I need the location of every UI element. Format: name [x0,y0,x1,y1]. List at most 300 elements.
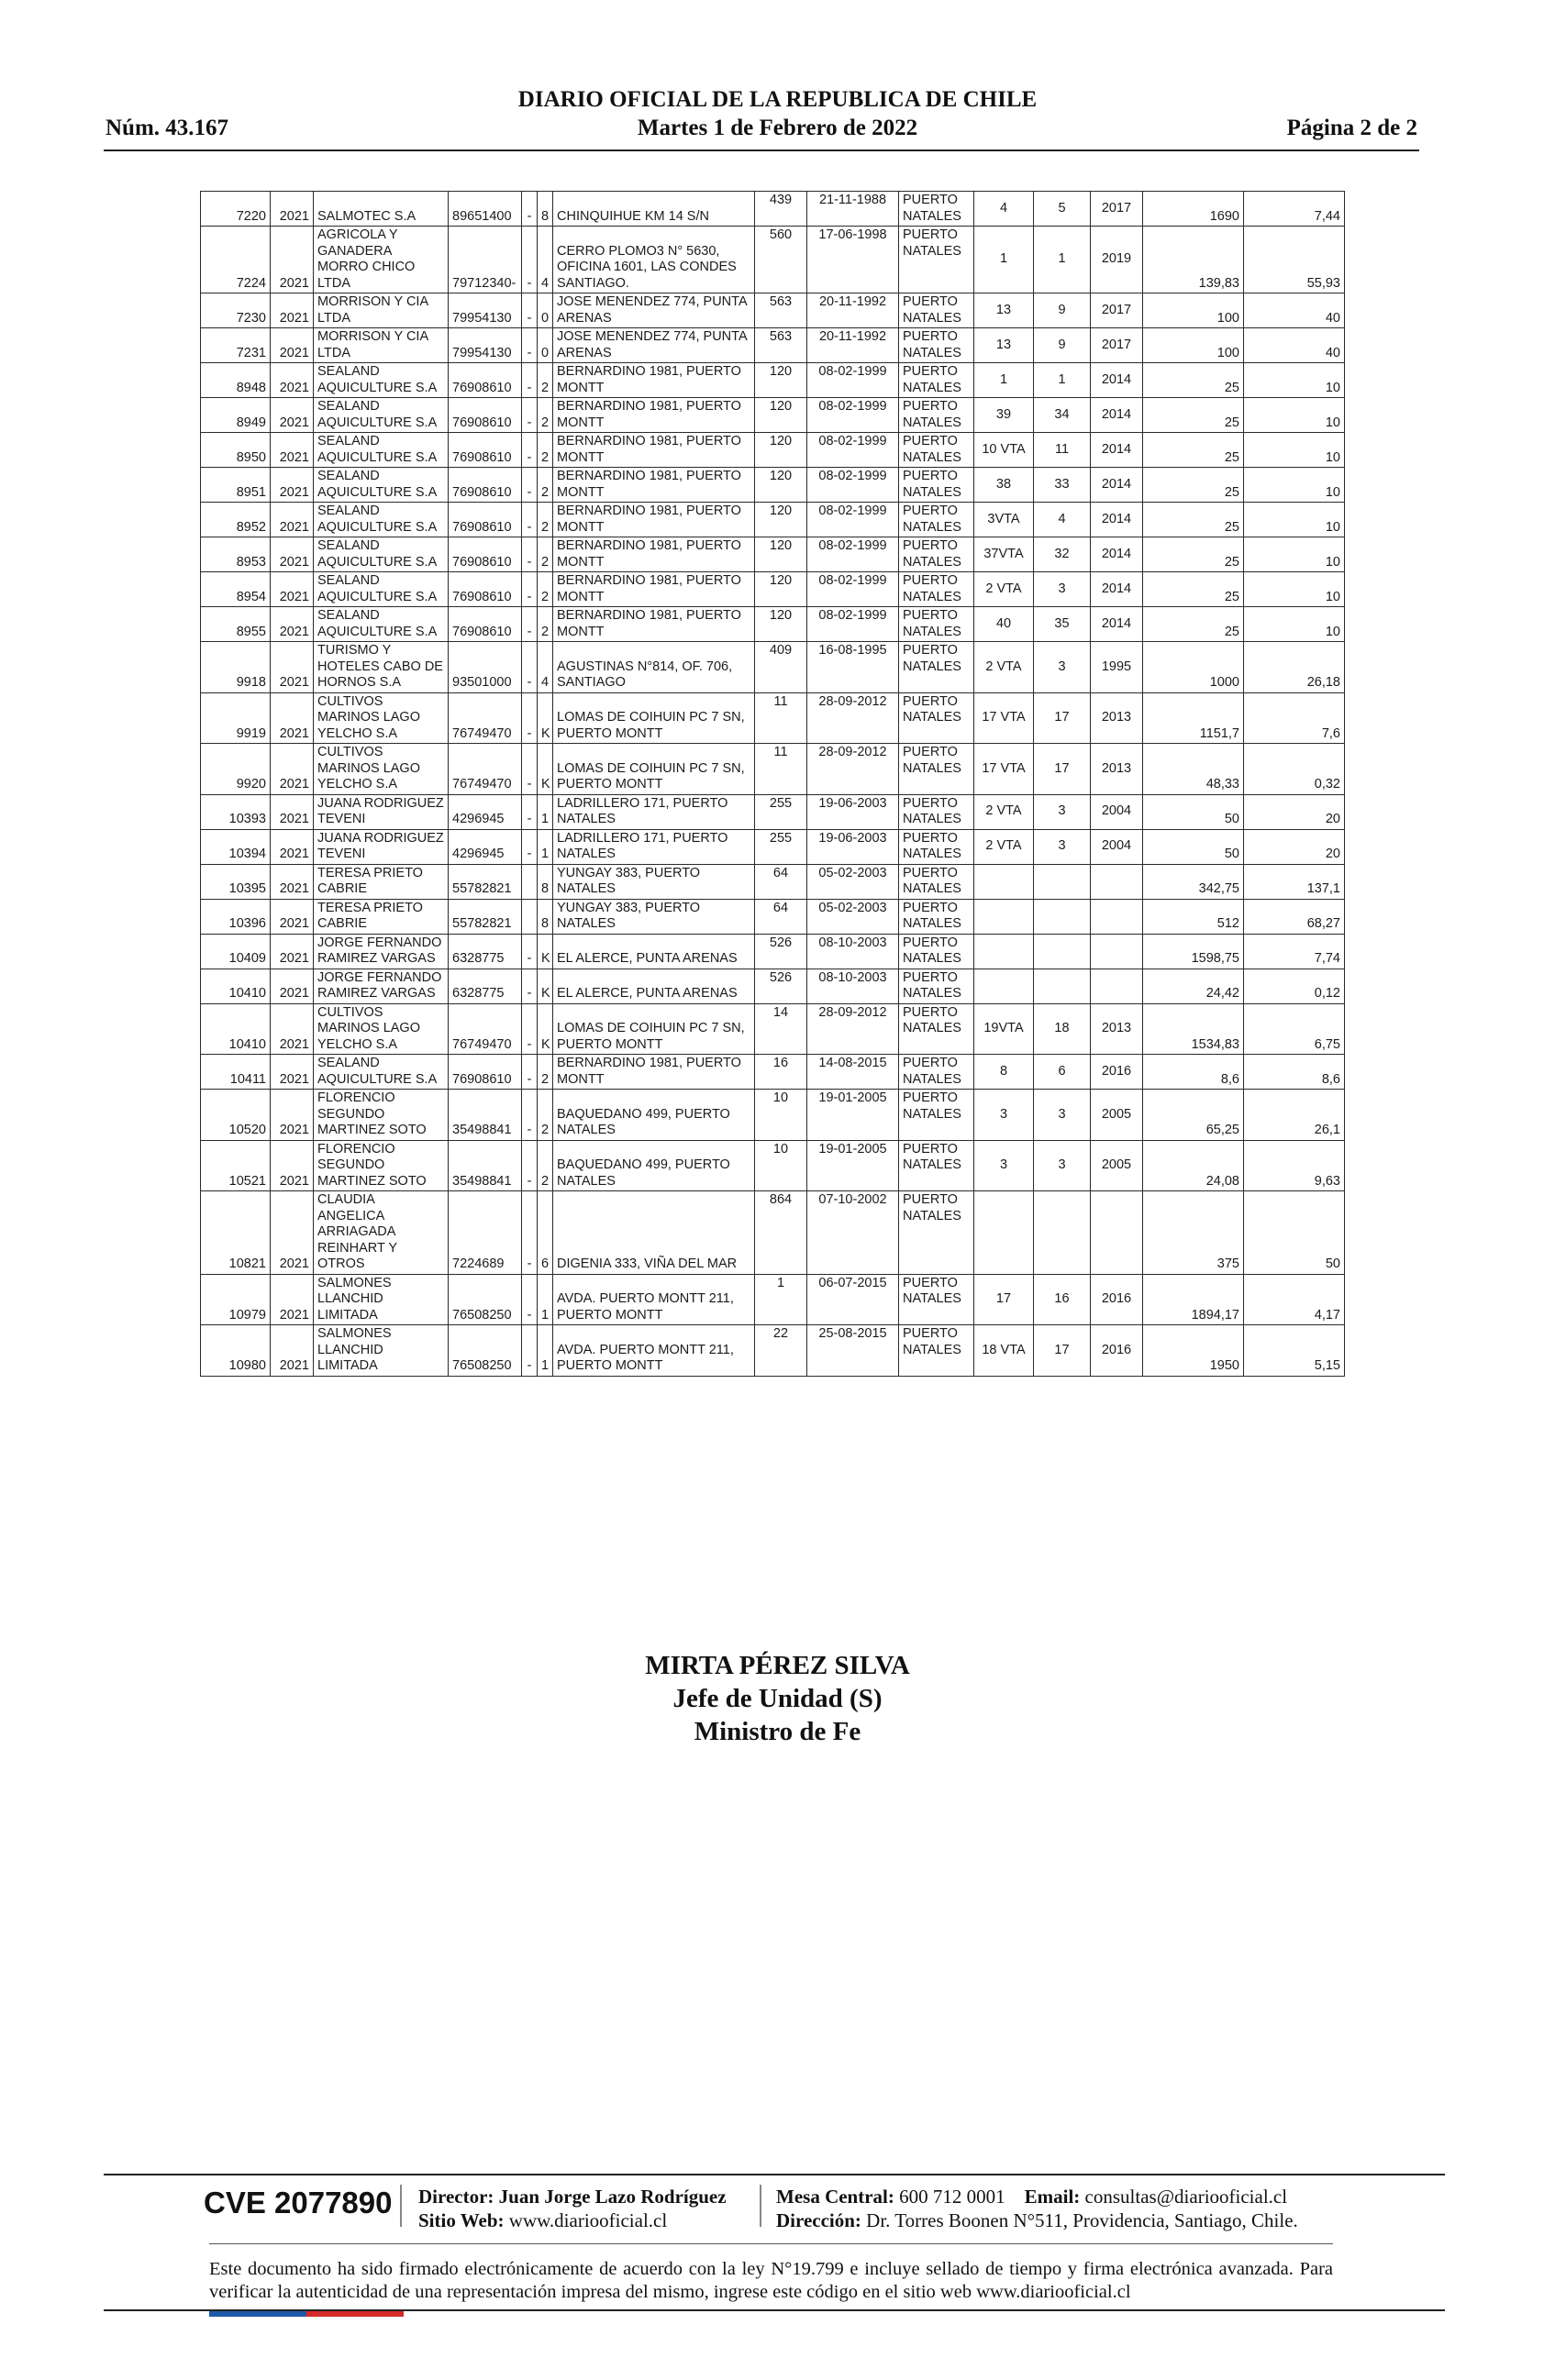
cell-prov: PUERTO NATALES [899,934,974,969]
cell-dv: 8 [538,899,553,934]
cell-date: 08-02-1999 [807,607,899,642]
cell-v2: 55,93 [1244,227,1345,293]
cell-date: 08-02-1999 [807,503,899,537]
cve-code: CVE 2077890 [204,2186,393,2219]
cell-address: EL ALERCE, PUNTA ARENAS [553,969,755,1003]
cell-a [974,934,1034,969]
cell-res: 64 [755,864,807,899]
cell-res: 563 [755,328,807,363]
cell-b: 3 [1034,642,1091,693]
table-row [201,1140,1345,1191]
cell-year: 2021 [271,572,314,607]
cell-address: LADRILLERO 171, PUERTO NATALES [553,794,755,829]
cell-v2: 26,1 [1244,1090,1345,1141]
cell-name: TERESA PRIETO CABRIE [314,899,449,934]
cell-dv: K [538,692,553,744]
cell-name: JUANA RODRIGUEZ TEVENI [314,794,449,829]
cell-year: 2021 [271,607,314,642]
cell-id: 10394 [201,829,271,864]
table-row [201,969,1345,1003]
cell-dash: - [522,227,538,293]
cell-prov: PUERTO NATALES [899,607,974,642]
cell-dv: 4 [538,227,553,293]
cell-id: 8950 [201,433,271,468]
registry-table [200,191,1345,1377]
cell-y: 2013 [1091,1003,1143,1055]
cell-res: 560 [755,227,807,293]
cell-v2: 10 [1244,572,1345,607]
cell-address: BERNARDINO 1981, PUERTO MONTT [553,537,755,572]
table-row [201,1191,1345,1275]
cell-address: CHINQUIHUE KM 14 S/N [553,192,755,227]
cell-b: 6 [1034,1055,1091,1090]
table-row [201,607,1345,642]
table-row [201,363,1345,398]
cell-prov: PUERTO NATALES [899,794,974,829]
cell-y: 1995 [1091,642,1143,693]
cell-y: 2014 [1091,607,1143,642]
cell-year: 2021 [271,503,314,537]
director-name: Juan Jorge Lazo Rodríguez [498,2186,727,2208]
signatory-role: Jefe de Unidad (S) [672,1684,883,1713]
cell-res: 120 [755,398,807,433]
cell-b: 9 [1034,328,1091,363]
mesa-phone: 600 712 0001 [899,2186,1005,2208]
cell-rut: 7224689 [449,1191,522,1275]
cell-v1: 24,42 [1143,969,1244,1003]
footer-mid-divider [209,2243,1333,2244]
cell-prov: PUERTO NATALES [899,293,974,328]
cell-prov: PUERTO NATALES [899,969,974,1003]
cell-name: SALMONES LLANCHID LIMITADA [314,1274,449,1325]
cell-name: SALMONES LLANCHID LIMITADA [314,1325,449,1377]
cell-b: 16 [1034,1274,1091,1325]
cell-prov: PUERTO NATALES [899,1003,974,1055]
cell-v1: 139,83 [1143,227,1244,293]
cell-dv: 0 [538,293,553,328]
cell-prov: PUERTO NATALES [899,1191,974,1275]
cell-v1: 25 [1143,572,1244,607]
cell-v2: 10 [1244,363,1345,398]
cell-name: SEALAND AQUICULTURE S.A [314,537,449,572]
table-row [201,744,1345,795]
cell-dv: 2 [538,1090,553,1141]
cell-year: 2021 [271,744,314,795]
cell-dash: - [522,1140,538,1191]
cell-prov: PUERTO NATALES [899,503,974,537]
cell-dash: - [522,1055,538,1090]
cell-date: 08-02-1999 [807,433,899,468]
table-row [201,227,1345,293]
cell-year: 2021 [271,1274,314,1325]
table-row [201,794,1345,829]
cell-date: 07-10-2002 [807,1191,899,1275]
cell-y: 2014 [1091,537,1143,572]
page-indicator: Página 2 de 2 [1286,116,1417,140]
signatory-office: Ministro de Fe [694,1717,861,1746]
cell-v2: 0,12 [1244,969,1345,1003]
cell-address: BAQUEDANO 499, PUERTO NATALES [553,1140,755,1191]
cell-year: 2021 [271,829,314,864]
cell-a [974,1191,1034,1275]
cell-id: 10411 [201,1055,271,1090]
cell-date: 06-07-2015 [807,1274,899,1325]
cell-dash: - [522,433,538,468]
cell-address: JOSE MENENDEZ 774, PUNTA ARENAS [553,293,755,328]
cell-dv: 2 [538,537,553,572]
address-label: Dirección: [776,2209,861,2231]
cell-rut: 76749470 [449,692,522,744]
cell-date: 25-08-2015 [807,1325,899,1377]
cell-dash: - [522,1191,538,1275]
footer-separator [400,2185,402,2227]
cell-date: 20-11-1992 [807,293,899,328]
cell-v2: 0,32 [1244,744,1345,795]
cell-dv: 2 [538,503,553,537]
flag-stripe-red [306,2311,404,2317]
cell-v2: 7,6 [1244,692,1345,744]
cell-dv: 2 [538,363,553,398]
cell-a: 38 [974,468,1034,503]
cell-prov: PUERTO NATALES [899,899,974,934]
cell-dv: 1 [538,1325,553,1377]
cell-rut: 4296945 [449,794,522,829]
table-row [201,293,1345,328]
cell-v2: 10 [1244,433,1345,468]
cell-b: 17 [1034,1325,1091,1377]
table-row [201,328,1345,363]
cell-rut: 4296945 [449,829,522,864]
cell-dash: - [522,744,538,795]
cell-rut: 93501000 [449,642,522,693]
cell-name: AGRICOLA Y GANADERA MORRO CHICO LTDA [314,227,449,293]
cell-rut: 79712340- [449,227,522,293]
cell-year: 2021 [271,899,314,934]
cell-rut: 76908610 [449,363,522,398]
flag-stripe-blue [209,2311,306,2317]
cell-res: 120 [755,363,807,398]
cell-date: 19-01-2005 [807,1090,899,1141]
cell-address: CERRO PLOMO3 N° 5630, OFICINA 1601, LAS CONDES SANTIAGO. [553,227,755,293]
cell-prov: PUERTO NATALES [899,192,974,227]
signatory-name: MIRTA PÉREZ SILVA [645,1651,910,1680]
cell-res: 22 [755,1325,807,1377]
cell-id: 7224 [201,227,271,293]
cell-id: 10409 [201,934,271,969]
cell-b: 3 [1034,794,1091,829]
cell-y: 2014 [1091,572,1143,607]
table-row [201,1325,1345,1377]
cell-dv: 1 [538,1274,553,1325]
cell-year: 2021 [271,794,314,829]
email-address[interactable]: consultas@diariooficial.cl [1084,2186,1288,2208]
cell-prov: PUERTO NATALES [899,864,974,899]
cell-prov: PUERTO NATALES [899,537,974,572]
cell-dash: - [522,934,538,969]
cell-y [1091,899,1143,934]
cell-res: 120 [755,572,807,607]
table-row [201,1003,1345,1055]
cell-dv: 8 [538,864,553,899]
cell-a [974,864,1034,899]
cell-year: 2021 [271,1003,314,1055]
cell-v1: 65,25 [1143,1090,1244,1141]
cell-id: 8953 [201,537,271,572]
cell-date: 05-02-2003 [807,864,899,899]
cell-y: 2004 [1091,829,1143,864]
cell-prov: PUERTO NATALES [899,363,974,398]
cell-a: 2 VTA [974,572,1034,607]
cell-id: 8952 [201,503,271,537]
cell-dash: - [522,572,538,607]
cell-rut: 35498841 [449,1140,522,1191]
cell-year: 2021 [271,328,314,363]
cell-year: 2021 [271,468,314,503]
cell-year: 2021 [271,192,314,227]
cell-address: EL ALERCE, PUNTA ARENAS [553,934,755,969]
cell-year: 2021 [271,969,314,1003]
cell-name: MORRISON Y CIA LTDA [314,293,449,328]
cell-dash: - [522,1003,538,1055]
cell-a: 13 [974,293,1034,328]
cell-v1: 1534,83 [1143,1003,1244,1055]
cell-prov: PUERTO NATALES [899,692,974,744]
cell-rut: 76749470 [449,744,522,795]
cell-v2: 6,75 [1244,1003,1345,1055]
cell-dv: 2 [538,607,553,642]
cell-address: AGUSTINAS N°814, OF. 706, SANTIAGO [553,642,755,693]
cell-dash [522,864,538,899]
cell-name: MORRISON Y CIA LTDA [314,328,449,363]
cell-v2: 40 [1244,293,1345,328]
cell-res: 526 [755,934,807,969]
cell-b: 9 [1034,293,1091,328]
cell-y: 2016 [1091,1325,1143,1377]
cell-address: LOMAS DE COIHUIN PC 7 SN, PUERTO MONTT [553,744,755,795]
cell-dash: - [522,794,538,829]
cell-v1: 25 [1143,433,1244,468]
cell-year: 2021 [271,433,314,468]
table-row [201,398,1345,433]
cell-v1: 25 [1143,503,1244,537]
cell-date: 14-08-2015 [807,1055,899,1090]
cell-res: 16 [755,1055,807,1090]
cell-id: 10979 [201,1274,271,1325]
footer-separator [760,2185,761,2227]
cell-v2: 68,27 [1244,899,1345,934]
cell-address: YUNGAY 383, PUERTO NATALES [553,864,755,899]
cell-name: SEALAND AQUICULTURE S.A [314,607,449,642]
cell-v2: 10 [1244,503,1345,537]
cell-dash: - [522,642,538,693]
cell-v2: 20 [1244,829,1345,864]
cell-dv: 8 [538,192,553,227]
cell-rut: 76908610 [449,468,522,503]
cell-res: 120 [755,468,807,503]
cell-a: 3 [974,1090,1034,1141]
cell-v1: 1894,17 [1143,1274,1244,1325]
cell-v2: 8,6 [1244,1055,1345,1090]
cell-a: 1 [974,227,1034,293]
cell-rut: 6328775 [449,969,522,1003]
cell-date: 05-02-2003 [807,899,899,934]
cell-a [974,899,1034,934]
cell-address: BAQUEDANO 499, PUERTO NATALES [553,1090,755,1141]
table-row [201,692,1345,744]
cell-res: 409 [755,642,807,693]
cell-date: 28-09-2012 [807,744,899,795]
cell-id: 10396 [201,899,271,934]
cell-v2: 7,44 [1244,192,1345,227]
cell-id: 10821 [201,1191,271,1275]
cell-y: 2013 [1091,744,1143,795]
table-row [201,433,1345,468]
cell-y: 2014 [1091,398,1143,433]
cell-y: 2014 [1091,503,1143,537]
cell-date: 17-06-1998 [807,227,899,293]
web-url[interactable]: www.diariooficial.cl [508,2209,668,2231]
cell-address: BERNARDINO 1981, PUERTO MONTT [553,572,755,607]
cell-name: CLAUDIA ANGELICA ARRIAGADA REINHART Y OTROS [314,1191,449,1275]
cell-b [1034,864,1091,899]
cell-v2: 40 [1244,328,1345,363]
cell-y: 2005 [1091,1140,1143,1191]
cell-address: BERNARDINO 1981, PUERTO MONTT [553,433,755,468]
cell-rut: 76908610 [449,433,522,468]
cell-year: 2021 [271,1325,314,1377]
cell-rut: 89651400 [449,192,522,227]
cell-b: 34 [1034,398,1091,433]
cell-address: LADRILLERO 171, PUERTO NATALES [553,829,755,864]
cell-a: 19VTA [974,1003,1034,1055]
cell-b: 18 [1034,1003,1091,1055]
cell-rut: 76908610 [449,398,522,433]
cell-prov: PUERTO NATALES [899,572,974,607]
cell-y: 2017 [1091,192,1143,227]
cell-dv: 1 [538,829,553,864]
cell-id: 7231 [201,328,271,363]
cell-dash: - [522,1090,538,1141]
footer-contact-block [776,2185,1298,2232]
cell-v1: 48,33 [1143,744,1244,795]
cell-name: TERESA PRIETO CABRIE [314,864,449,899]
cell-v1: 1950 [1143,1325,1244,1377]
cell-res: 120 [755,503,807,537]
cell-date: 16-08-1995 [807,642,899,693]
email-label: Email: [1024,2186,1081,2208]
cell-rut: 76908610 [449,1055,522,1090]
cell-y: 2017 [1091,293,1143,328]
cell-v2: 10 [1244,398,1345,433]
cell-prov: PUERTO NATALES [899,398,974,433]
cell-year: 2021 [271,363,314,398]
registry-rows [201,192,1345,1377]
cell-res: 120 [755,607,807,642]
cell-id: 8954 [201,572,271,607]
cell-address: JOSE MENENDEZ 774, PUNTA ARENAS [553,328,755,363]
cell-date: 28-09-2012 [807,1003,899,1055]
cell-a: 13 [974,328,1034,363]
cell-dv: 6 [538,1191,553,1275]
table-row [201,468,1345,503]
cell-a: 2 VTA [974,829,1034,864]
cell-dash: - [522,398,538,433]
cell-res: 864 [755,1191,807,1275]
cell-dash: - [522,537,538,572]
issue-number: Núm. 43.167 [106,116,229,140]
cell-prov: PUERTO NATALES [899,1090,974,1141]
cell-dash [522,899,538,934]
cell-y: 2019 [1091,227,1143,293]
cell-name: SEALAND AQUICULTURE S.A [314,1055,449,1090]
header-divider [104,149,1419,151]
cell-y: 2014 [1091,363,1143,398]
table-row [201,864,1345,899]
cell-date: 21-11-1988 [807,192,899,227]
cell-v2: 4,17 [1244,1274,1345,1325]
cell-a: 10 VTA [974,433,1034,468]
cell-year: 2021 [271,1090,314,1141]
cell-v1: 50 [1143,794,1244,829]
mesa-label: Mesa Central: [776,2186,894,2208]
cell-name: SALMOTEC S.A [314,192,449,227]
cell-prov: PUERTO NATALES [899,433,974,468]
cell-dv: K [538,969,553,1003]
cell-v2: 5,15 [1244,1325,1345,1377]
cell-dash: - [522,1274,538,1325]
cell-v1: 375 [1143,1191,1244,1275]
cell-address: AVDA. PUERTO MONTT 211, PUERTO MONTT [553,1274,755,1325]
cell-dv: 1 [538,794,553,829]
cell-rut: 79954130 [449,293,522,328]
cell-prov: PUERTO NATALES [899,328,974,363]
cell-y: 2016 [1091,1055,1143,1090]
cell-year: 2021 [271,1191,314,1275]
cell-address: YUNGAY 383, PUERTO NATALES [553,899,755,934]
cell-v2: 10 [1244,607,1345,642]
cell-y: 2017 [1091,328,1143,363]
cell-address: BERNARDINO 1981, PUERTO MONTT [553,607,755,642]
cell-a: 37VTA [974,537,1034,572]
office-address: Dr. Torres Boonen N°511, Providencia, Santiago, Chile. [866,2209,1298,2231]
cell-year: 2021 [271,864,314,899]
cell-dv: 4 [538,642,553,693]
table-row [201,934,1345,969]
cell-dash: - [522,328,538,363]
cell-v2: 26,18 [1244,642,1345,693]
cell-rut: 76508250 [449,1274,522,1325]
cell-id: 10410 [201,1003,271,1055]
cell-id: 9919 [201,692,271,744]
cell-res: 526 [755,969,807,1003]
cell-rut: 76908610 [449,537,522,572]
cell-v1: 100 [1143,293,1244,328]
cell-v1: 1151,7 [1143,692,1244,744]
cell-rut: 76908610 [449,572,522,607]
cell-v1: 1598,75 [1143,934,1244,969]
cell-v1: 24,08 [1143,1140,1244,1191]
cell-v1: 100 [1143,328,1244,363]
cell-address: BERNARDINO 1981, PUERTO MONTT [553,1055,755,1090]
cell-b: 17 [1034,692,1091,744]
cell-v1: 1000 [1143,642,1244,693]
cell-res: 10 [755,1090,807,1141]
cell-a: 17 [974,1274,1034,1325]
cell-year: 2021 [271,1140,314,1191]
cell-year: 2021 [271,293,314,328]
cell-b: 5 [1034,192,1091,227]
table-row [201,642,1345,693]
